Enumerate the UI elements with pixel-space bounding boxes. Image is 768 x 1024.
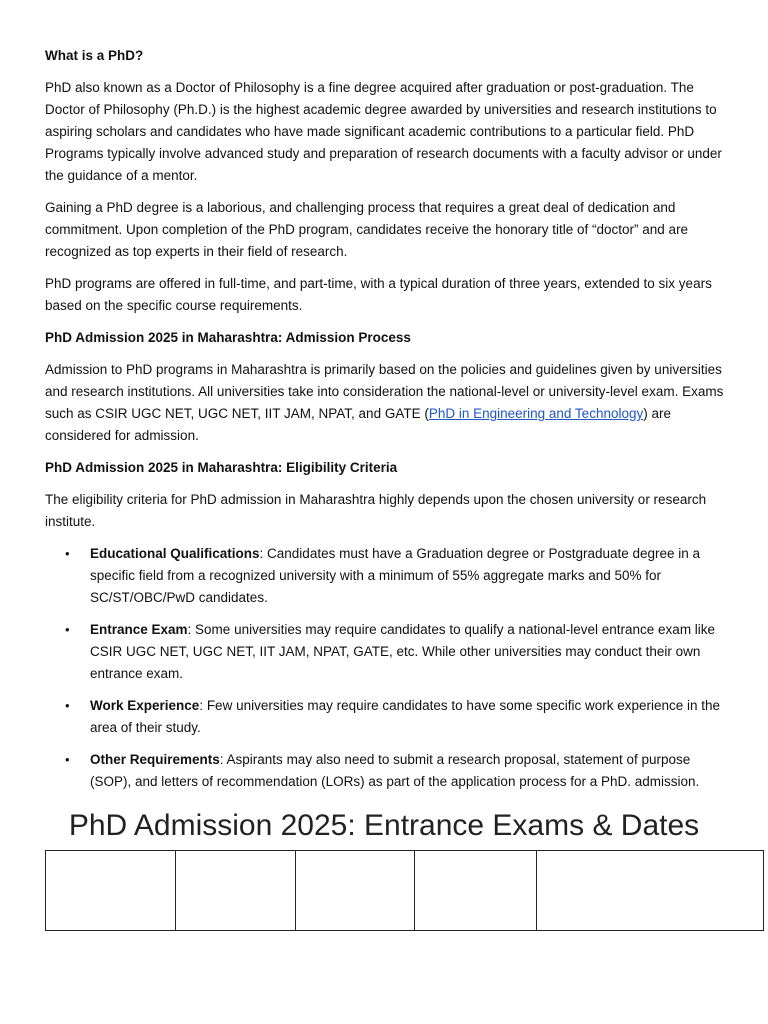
table-row	[46, 851, 764, 931]
table-cell	[46, 851, 176, 931]
list-item	[45, 543, 725, 609]
entrance-exams-table	[45, 850, 764, 931]
document-content	[45, 45, 725, 803]
table-cell	[296, 851, 415, 931]
list-item	[45, 619, 725, 685]
section-heading-what-is-phd: What is a PhD?	[45, 48, 144, 63]
paragraph-intro-3: PhD programs are offered in full-time, and part-time, with a typical duration of three years, extended to six years based on the specific course requirements.	[45, 276, 712, 313]
list-item-title: Educational Qualifications	[90, 546, 260, 561]
list-item-text: : Aspirants may also need to submit a research proposal, statement of purpose (SOP), and letters of recommendation (LORs) as part of the application process for a PhD. admission.	[90, 752, 700, 789]
paragraph-intro-1: PhD also known as a Doctor of Philosophy is a fine degree acquired after graduation or post-graduation. The Doctor of Philosophy (Ph.D.) is the highest academic degree awarded by universities and research institutions to aspiring scholars and candidates who have made significant academic contributions to a particular field. PhD Programs typically involve advanced study and preparation of research documents with a faculty advisor or under the guidance of a mentor.	[45, 80, 722, 183]
engineering-technology-link[interactable]: PhD in Engineering and Technology	[428, 406, 644, 421]
admission-text-after: ) are considered for admission.	[45, 406, 671, 443]
section-heading-eligibility: PhD Admission 2025 in Maharashtra: Eligibility Criteria	[45, 460, 398, 475]
list-item-title: Entrance Exam	[90, 622, 188, 637]
list-item-text: : Candidates must have a Graduation degree or Postgraduate degree in a specific field from a recognized university with a minimum of 55% aggregate marks and 50% for SC/ST/OBC/PwD candidates.	[90, 546, 701, 605]
list-item-title: Other Requirements	[90, 752, 220, 767]
table-cell	[176, 851, 296, 931]
bullet-icon: •	[65, 546, 70, 561]
section-heading-admission-process: PhD Admission 2025 in Maharashtra: Admission Process	[45, 330, 411, 345]
paragraph-intro-2: Gaining a PhD degree is a laborious, and challenging process that requires a great deal of dedication and commitment. Upon completion of the PhD program, candidates receive the honorary title of “doctor” and are recognized as top experts in their field of research.	[45, 200, 689, 259]
table-cell	[537, 851, 764, 931]
list-item-text: : Few universities may require candidates to have some specific work experience in the area of their study.	[90, 698, 721, 735]
list-item-title: Work Experience	[90, 698, 200, 713]
list-item-text: : Some universities may require candidates to qualify a national-level entrance exam like CSIR UGC NET, UGC NET, IIT JAM, NPAT, GATE, etc. While other universities may conduct their own entrance exam.	[90, 622, 716, 681]
paragraph-eligibility-intro: The eligibility criteria for PhD admission in Maharashtra highly depends upon the chosen university or research institute.	[45, 492, 707, 529]
exams-section-title: PhD Admission 2025: Entrance Exams & Dates	[68, 809, 700, 842]
admission-text-before: Admission to PhD programs in Maharashtra is primarily based on the policies and guidelines given by universities and research institutions. All universities take into consideration the national-level or university-level exam. Exams such as CSIR UGC NET, UGC NET, IIT JAM, NPAT, and GATE (	[45, 362, 724, 421]
paragraph-admission	[45, 359, 725, 447]
list-item	[45, 695, 725, 739]
bullet-icon: •	[65, 622, 70, 637]
eligibility-list	[45, 543, 725, 793]
list-item	[45, 749, 725, 793]
bullet-icon: •	[65, 698, 70, 713]
table-cell	[415, 851, 537, 931]
bullet-icon: •	[65, 752, 70, 767]
